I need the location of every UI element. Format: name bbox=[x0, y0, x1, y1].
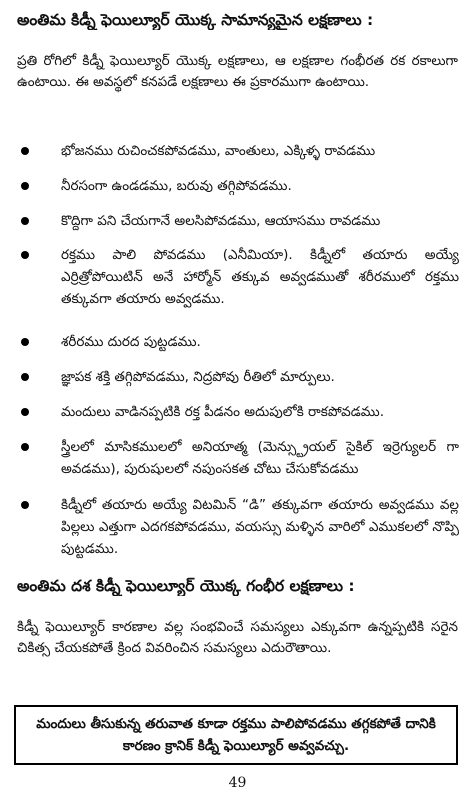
section-heading-serious-symptoms: అంతిమ దశ కిడ్నీ ఫెయిల్యూర్ యొక్క గంభీర లక్షణాలు : bbox=[17, 577, 355, 595]
serious-paragraph: కిడ్నీ ఫెయిల్యూర్ కారణాల వల్ల సంభవించే సమస్యలు ఎక్కువగా ఉన్నప్పటికి సరైన చికిత్స చేయకపోతే క్రింద వివరించిన సమస్యలు ఎదురౌతాయి. bbox=[17, 619, 458, 656]
symptom-text: నీరసంగా ఉండడము, బరువు తగ్గిపోవడము. bbox=[61, 178, 292, 194]
bullet-icon bbox=[21, 217, 29, 225]
symptom-text: కిడ్నీలో తయారు అయ్యే విటమిన్ “డి” తక్కువగా తయారు అవ్వడము వల్ల పిల్లలు ఎత్తుగా ఎదగకపోవడము, వయస్సు మళ్ళిన వారిలో ఎముకలలో నొప్పి పుట్టడము. bbox=[61, 497, 459, 557]
symptom-text: శరీరము దురద పుట్టడము. bbox=[61, 334, 201, 350]
section-heading-common-symptoms: అంతిమ కిడ్నీ ఫెయిల్యూర్ యొక్క సామాన్యమైన లక్షణాలు : bbox=[17, 11, 374, 29]
bullet-icon bbox=[21, 147, 29, 155]
symptom-text: మందులు వాడినప్పటికి రక్త పీడనం అదుపులోకి రాకపోవడము. bbox=[61, 404, 384, 420]
bullet-icon bbox=[21, 443, 29, 451]
bullet-icon bbox=[21, 182, 29, 190]
symptom-text: స్త్రీలలో మాసికములలో అనియాత్మ (మెన్స్ట్రుయల్ సైకిల్ ఇర్రెగ్యులర్ గా అవడము), పురుషులలో నపుంసకత చోటు చేసుకోవడము bbox=[61, 439, 459, 477]
bullet-icon bbox=[21, 373, 29, 381]
symptom-text: భోజనము రుచించకపోవడము, వాంతులు, ఎక్కిళ్ళ రావడము bbox=[61, 143, 376, 159]
intro-paragraph: ప్రతి రోగిలో కిడ్నీ ఫెయిల్యూర్ యొక్క లక్షణాలు, ఆ లక్షణాల గంభీరత రక రకాలుగా ఉంటాయి. ఈ అవస్థలో కనపడే లక్షణాలు ఈ ప్రకారముగా ఉంటాయి. bbox=[17, 53, 458, 90]
bullet-icon bbox=[21, 408, 29, 416]
bullet-icon bbox=[21, 501, 29, 509]
symptom-text: రక్తము పాలి పోవడము (ఎనీమియా). కిడ్నీలో తయారు అయ్యే ఎర్రిత్రోపోయిటిన్ అనే హార్మోన్ తక్కువ అవ్వడముతో శరీరములో రక్తము తక్కువగా తయారు అవ్వడము. bbox=[61, 247, 459, 307]
bullet-icon bbox=[21, 251, 29, 259]
bullet-icon bbox=[21, 338, 29, 346]
page-number: 49 bbox=[228, 775, 247, 791]
notice-text: మందులు తీసుకున్న తరువాత కూడా రక్తము పాలిపోవడము తగ్గకపోతే దానికి కారణం క్రానిక్ కిడ్నీ ఫెయిల్యూర్ అవ్వవచ్చు. bbox=[36, 716, 436, 754]
notice-box bbox=[14, 705, 458, 765]
symptom-text: కొద్దిగా పని చేయగానే అలసిపోవడము, ఆయాసము రావడము bbox=[61, 213, 381, 229]
symptom-text: జ్ఞాపక శక్తి తగ్గిపోవడము, నిద్రపోవు రీతిలో మార్పులు. bbox=[61, 369, 335, 385]
